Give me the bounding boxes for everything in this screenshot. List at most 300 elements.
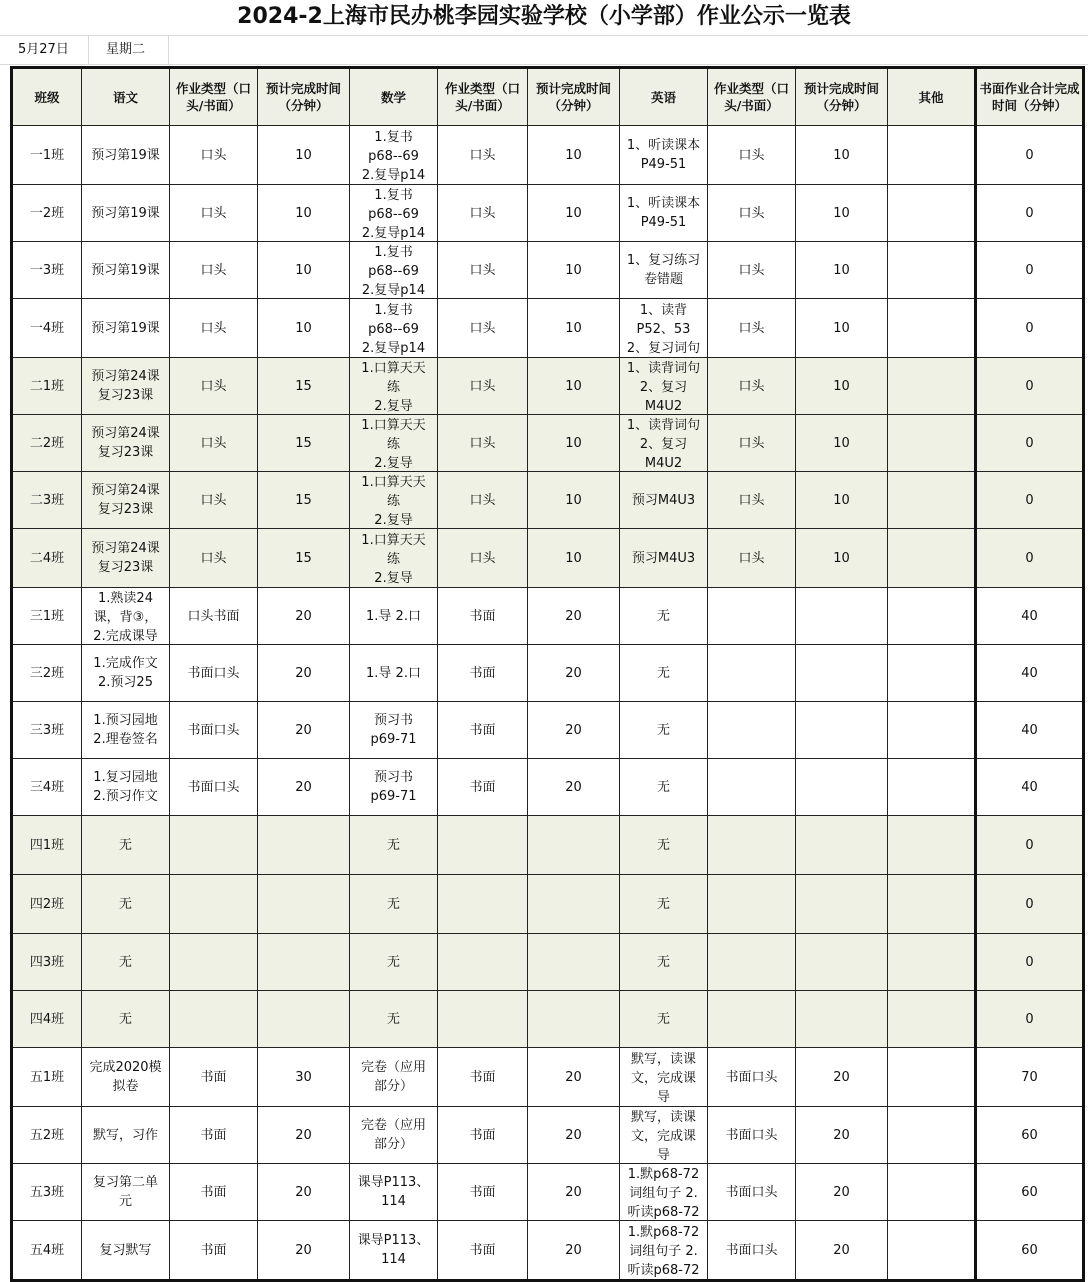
weekday-divider	[168, 36, 169, 64]
cell-text: 1.默p68-72 词组句子 2. 听读p68-72	[627, 1225, 700, 1277]
cell-math-type	[438, 759, 528, 816]
cell-math-type	[438, 299, 528, 358]
cell-text: 课导P113、 114	[357, 1175, 430, 1209]
cell-class	[12, 529, 82, 588]
cell-math	[350, 875, 438, 934]
cell-class	[12, 299, 82, 358]
cell-english-time	[796, 299, 888, 358]
table-body	[12, 126, 1084, 1281]
cell-text: 60	[1021, 1127, 1038, 1143]
cell-total	[976, 529, 1084, 588]
cell-chinese-type	[170, 242, 258, 299]
header-class: 班级	[12, 68, 82, 126]
cell-text: 20	[565, 665, 582, 681]
cell-text: 口头	[738, 378, 765, 394]
cell-text: 书面	[200, 1069, 227, 1085]
cell-text: 口头	[738, 320, 765, 336]
cell-english-type	[708, 588, 796, 645]
cell-english-type	[708, 529, 796, 588]
cell-text: 书面口头	[187, 779, 240, 795]
table-row	[12, 816, 1084, 875]
cell-text: 书面	[200, 1242, 227, 1258]
cell-text: 四1班	[29, 837, 65, 853]
cell-text: 默写，读课 文，完成课 导	[630, 1052, 696, 1104]
cell-text: 20	[295, 722, 312, 738]
cell-text: 一4班	[29, 320, 65, 336]
cell-english-type	[708, 875, 796, 934]
cell-total	[976, 185, 1084, 242]
cell-english-type	[708, 645, 796, 702]
cell-text: 五2班	[29, 1127, 65, 1143]
cell-chinese	[82, 816, 170, 875]
cell-class	[12, 415, 82, 472]
cell-english-type	[708, 472, 796, 529]
cell-text: 默写，读课 文，完成课 导	[630, 1110, 696, 1162]
cell-text: 口头	[738, 492, 765, 508]
cell-chinese-time	[258, 588, 350, 645]
cell-text: 完卷（应用 部分）	[360, 1118, 426, 1152]
cell-math	[350, 299, 438, 358]
cell-text: 无	[118, 896, 132, 912]
cell-chinese	[82, 472, 170, 529]
cell-chinese-type	[170, 529, 258, 588]
cell-text: 无	[656, 722, 670, 738]
cell-text: 10	[565, 147, 582, 163]
cell-text: 四4班	[29, 1011, 65, 1027]
cell-english-time	[796, 529, 888, 588]
cell-text: 书面口头	[725, 1127, 778, 1143]
cell-math-time	[528, 991, 620, 1048]
cell-text: 三2班	[29, 665, 65, 681]
cell-text: 五4班	[29, 1242, 65, 1258]
cell-text: 0	[1025, 837, 1034, 853]
cell-math-type	[438, 934, 528, 991]
cell-text: 20	[565, 1069, 582, 1085]
cell-english-type	[708, 415, 796, 472]
cell-math-time	[528, 242, 620, 299]
cell-math	[350, 991, 438, 1048]
cell-text: 口头	[200, 378, 227, 394]
cell-class	[12, 991, 82, 1048]
cell-chinese	[82, 991, 170, 1048]
cell-other	[888, 358, 976, 415]
cell-text: 20	[565, 1184, 582, 1200]
cell-text: 无	[118, 837, 132, 853]
cell-english	[620, 126, 708, 185]
cell-chinese-type	[170, 185, 258, 242]
header-chinese: 语文	[82, 68, 170, 126]
cell-chinese-time	[258, 934, 350, 991]
cell-english	[620, 185, 708, 242]
cell-text: 书面	[469, 608, 496, 624]
table-row	[12, 529, 1084, 588]
cell-chinese-type	[170, 472, 258, 529]
cell-math	[350, 358, 438, 415]
cell-other	[888, 299, 976, 358]
cell-chinese	[82, 415, 170, 472]
cell-text: 1.口算天天 练 2.复导	[361, 475, 426, 527]
cell-math-type	[438, 875, 528, 934]
cell-math-time	[528, 415, 620, 472]
cell-text: 书面	[469, 665, 496, 681]
table-row	[12, 875, 1084, 934]
cell-text: 0	[1025, 205, 1034, 221]
cell-class	[12, 645, 82, 702]
cell-chinese-type	[170, 816, 258, 875]
cell-chinese	[82, 1221, 170, 1281]
cell-chinese	[82, 529, 170, 588]
cell-math-type	[438, 415, 528, 472]
cell-text: 二2班	[29, 435, 65, 451]
cell-text: 无	[656, 954, 670, 970]
cell-english-time	[796, 875, 888, 934]
cell-english-type	[708, 1221, 796, 1281]
cell-text: 无	[386, 1011, 400, 1027]
cell-text: 20	[295, 1242, 312, 1258]
cell-class	[12, 358, 82, 415]
cell-total	[976, 126, 1084, 185]
cell-text: 口头	[469, 320, 496, 336]
cell-english	[620, 358, 708, 415]
cell-english	[620, 588, 708, 645]
cell-math-type	[438, 702, 528, 759]
cell-chinese-time	[258, 1107, 350, 1164]
cell-english-time	[796, 1048, 888, 1107]
cell-text: 口头	[738, 147, 765, 163]
cell-text: 口头	[469, 550, 496, 566]
cell-text: 20	[565, 722, 582, 738]
cell-text: 1.熟读24 课，背③， 2.完成课导	[93, 591, 158, 643]
cell-chinese	[82, 185, 170, 242]
cell-text: 20	[295, 608, 312, 624]
cell-chinese-type	[170, 1221, 258, 1281]
cell-class	[12, 934, 82, 991]
cell-text: 书面	[469, 1069, 496, 1085]
cell-text: 0	[1025, 492, 1034, 508]
cell-other	[888, 645, 976, 702]
cell-text: 无	[386, 896, 400, 912]
weekday-text: 星期二	[106, 42, 146, 57]
cell-english	[620, 645, 708, 702]
cell-text: 60	[1021, 1242, 1038, 1258]
cell-math-type	[438, 242, 528, 299]
header-english: 英语	[620, 68, 708, 126]
cell-text: 0	[1025, 262, 1034, 278]
cell-text: 口头	[738, 262, 765, 278]
cell-english	[620, 299, 708, 358]
cell-text: 口头	[738, 550, 765, 566]
cell-math-type	[438, 1164, 528, 1221]
cell-chinese	[82, 1164, 170, 1221]
cell-chinese-type	[170, 358, 258, 415]
cell-text: 预习第24课 复习23课	[91, 483, 160, 517]
cell-math	[350, 645, 438, 702]
cell-text: 五3班	[29, 1184, 65, 1200]
cell-other	[888, 816, 976, 875]
cell-class	[12, 242, 82, 299]
cell-total	[976, 934, 1084, 991]
cell-chinese-time	[258, 185, 350, 242]
cell-chinese	[82, 645, 170, 702]
cell-text: 0	[1025, 320, 1034, 336]
cell-math	[350, 415, 438, 472]
cell-total	[976, 991, 1084, 1048]
cell-chinese-time	[258, 702, 350, 759]
cell-text: 10	[833, 205, 850, 221]
cell-text: 1.导 2.口	[366, 608, 421, 624]
table-row	[12, 645, 1084, 702]
cell-english-time	[796, 242, 888, 299]
cell-text: 1.口算天天 练 2.复导	[361, 361, 426, 413]
cell-text: 书面口头	[187, 722, 240, 738]
cell-math-time	[528, 759, 620, 816]
cell-text: 10	[565, 320, 582, 336]
cell-text: 四2班	[29, 896, 65, 912]
cell-math-time	[528, 1048, 620, 1107]
cell-text: 0	[1025, 435, 1034, 451]
cell-total	[976, 1107, 1084, 1164]
cell-total	[976, 299, 1084, 358]
cell-chinese-time	[258, 472, 350, 529]
cell-total	[976, 816, 1084, 875]
cell-other	[888, 415, 976, 472]
table-row	[12, 1107, 1084, 1164]
page-title: 2024-2上海市民办桃李园实验学校（小学部）作业公示一览表	[237, 4, 851, 29]
cell-other	[888, 1221, 976, 1281]
cell-english-time	[796, 126, 888, 185]
cell-text: 口头	[200, 435, 227, 451]
cell-text: 10	[833, 435, 850, 451]
cell-english	[620, 472, 708, 529]
cell-chinese-type	[170, 759, 258, 816]
cell-english	[620, 759, 708, 816]
cell-text: 无	[656, 837, 670, 853]
cell-class	[12, 875, 82, 934]
cell-english	[620, 242, 708, 299]
cell-text: 口头	[469, 147, 496, 163]
cell-math	[350, 126, 438, 185]
cell-text: 预习第24课 复习23课	[91, 369, 160, 403]
table-row	[12, 185, 1084, 242]
cell-chinese-time	[258, 991, 350, 1048]
header-english-time: 预计完成时间（分钟）	[796, 68, 888, 126]
cell-math	[350, 529, 438, 588]
cell-text: 10	[565, 378, 582, 394]
cell-text: 书面	[469, 1184, 496, 1200]
cell-total	[976, 1221, 1084, 1281]
cell-math-time	[528, 1164, 620, 1221]
cell-text: 口头	[469, 492, 496, 508]
cell-text: 口头	[200, 492, 227, 508]
cell-text: 预习M4U3	[631, 492, 696, 508]
cell-math	[350, 472, 438, 529]
cell-text: 1.复书 p68--69 2.复导p14	[361, 303, 426, 355]
cell-chinese-type	[170, 299, 258, 358]
cell-chinese-time	[258, 1164, 350, 1221]
cell-chinese	[82, 759, 170, 816]
header-english-type: 作业类型（口头/书面）	[708, 68, 796, 126]
cell-text: 无	[656, 896, 670, 912]
cell-text: 复习第二单 元	[92, 1175, 158, 1209]
cell-english-type	[708, 1048, 796, 1107]
cell-math-time	[528, 875, 620, 934]
cell-math	[350, 185, 438, 242]
cell-chinese-time	[258, 415, 350, 472]
cell-text: 0	[1025, 954, 1034, 970]
cell-text: 1.默p68-72 词组句子 2. 听读p68-72	[627, 1167, 700, 1219]
cell-class	[12, 1048, 82, 1107]
cell-text: 10	[565, 550, 582, 566]
cell-chinese-type	[170, 934, 258, 991]
cell-chinese-type	[170, 875, 258, 934]
cell-other	[888, 185, 976, 242]
cell-total	[976, 1164, 1084, 1221]
cell-text: 1、读背词句 2、复习 M4U2	[626, 418, 701, 470]
cell-text: 10	[295, 147, 312, 163]
cell-text: 20	[833, 1242, 850, 1258]
cell-text: 口头	[200, 147, 227, 163]
cell-text: 20	[295, 1184, 312, 1200]
cell-text: 完成2020模 拟卷	[89, 1060, 162, 1094]
cell-text: 10	[833, 320, 850, 336]
cell-other	[888, 759, 976, 816]
cell-text: 无	[118, 1011, 132, 1027]
cell-math-type	[438, 1221, 528, 1281]
table-row	[12, 1048, 1084, 1107]
cell-class	[12, 588, 82, 645]
cell-text: 完卷（应用 部分）	[360, 1060, 426, 1094]
cell-chinese-time	[258, 1221, 350, 1281]
cell-other	[888, 529, 976, 588]
cell-text: 预习M4U3	[631, 550, 696, 566]
cell-chinese-time	[258, 645, 350, 702]
cell-text: 口头	[469, 435, 496, 451]
table-row	[12, 472, 1084, 529]
cell-text: 一2班	[29, 205, 65, 221]
cell-text: 1.复书 p68--69 2.复导p14	[361, 245, 426, 297]
cell-text: 15	[295, 550, 312, 566]
cell-math	[350, 242, 438, 299]
cell-text: 无	[386, 837, 400, 853]
date-divider	[88, 36, 89, 64]
cell-text: 口头	[200, 262, 227, 278]
cell-text: 0	[1025, 378, 1034, 394]
table-row	[12, 299, 1084, 358]
cell-text: 10	[565, 492, 582, 508]
cell-text: 15	[295, 492, 312, 508]
cell-math-type	[438, 358, 528, 415]
cell-english-type	[708, 1164, 796, 1221]
cell-text: 0	[1025, 147, 1034, 163]
cell-english-time	[796, 1221, 888, 1281]
cell-text: 10	[565, 205, 582, 221]
cell-english-type	[708, 702, 796, 759]
cell-math-type	[438, 185, 528, 242]
cell-text: 无	[656, 608, 670, 624]
cell-english-type	[708, 358, 796, 415]
cell-math	[350, 934, 438, 991]
cell-class	[12, 1221, 82, 1281]
cell-math-time	[528, 934, 620, 991]
cell-chinese	[82, 299, 170, 358]
cell-text: 1.口算天天 练 2.复导	[361, 418, 426, 470]
cell-english-type	[708, 816, 796, 875]
cell-total	[976, 702, 1084, 759]
cell-other	[888, 991, 976, 1048]
cell-math-time	[528, 299, 620, 358]
table-row	[12, 934, 1084, 991]
cell-text: 书面	[200, 1184, 227, 1200]
header-chinese-time: 预计完成时间（分钟）	[258, 68, 350, 126]
cell-text: 口头	[469, 262, 496, 278]
cell-text: 一3班	[29, 262, 65, 278]
cell-text: 60	[1021, 1184, 1038, 1200]
cell-text: 20	[565, 608, 582, 624]
cell-other	[888, 472, 976, 529]
header-total: 书面作业合计完成时间（分钟）	[976, 68, 1084, 126]
cell-english	[620, 816, 708, 875]
cell-total	[976, 415, 1084, 472]
cell-text: 一1班	[29, 147, 65, 163]
cell-math-type	[438, 991, 528, 1048]
cell-text: 书面	[469, 1242, 496, 1258]
cell-class	[12, 126, 82, 185]
cell-english	[620, 1164, 708, 1221]
cell-chinese-type	[170, 588, 258, 645]
cell-class	[12, 1107, 82, 1164]
cell-english-type	[708, 991, 796, 1048]
cell-chinese-time	[258, 126, 350, 185]
table-row	[12, 415, 1084, 472]
header-other: 其他	[888, 68, 976, 126]
cell-english	[620, 1107, 708, 1164]
cell-math	[350, 1048, 438, 1107]
cell-math-time	[528, 1107, 620, 1164]
cell-text: 1.预习园地 2.理卷签名	[93, 713, 158, 747]
cell-text: 20	[295, 779, 312, 795]
cell-english-type	[708, 126, 796, 185]
cell-total	[976, 472, 1084, 529]
cell-text: 预习第19课	[91, 320, 160, 336]
cell-chinese-type	[170, 126, 258, 185]
cell-english-type	[708, 242, 796, 299]
cell-text: 20	[565, 1242, 582, 1258]
cell-text: 课导P113、 114	[357, 1233, 430, 1267]
cell-math-time	[528, 529, 620, 588]
cell-chinese	[82, 875, 170, 934]
cell-text: 20	[833, 1127, 850, 1143]
cell-math-type	[438, 588, 528, 645]
cell-math-type	[438, 126, 528, 185]
table-row	[12, 126, 1084, 185]
cell-math-time	[528, 472, 620, 529]
cell-text: 无	[656, 665, 670, 681]
table-row	[12, 242, 1084, 299]
cell-text: 70	[1021, 1069, 1038, 1085]
cell-class	[12, 185, 82, 242]
cell-math	[350, 588, 438, 645]
cell-total	[976, 645, 1084, 702]
cell-text: 30	[295, 1069, 312, 1085]
cell-english-time	[796, 1164, 888, 1221]
cell-other	[888, 702, 976, 759]
cell-english-time	[796, 588, 888, 645]
cell-text: 20	[295, 1127, 312, 1143]
cell-text: 复习默写	[99, 1242, 152, 1258]
cell-text: 10	[833, 147, 850, 163]
cell-chinese-type	[170, 645, 258, 702]
cell-total	[976, 358, 1084, 415]
